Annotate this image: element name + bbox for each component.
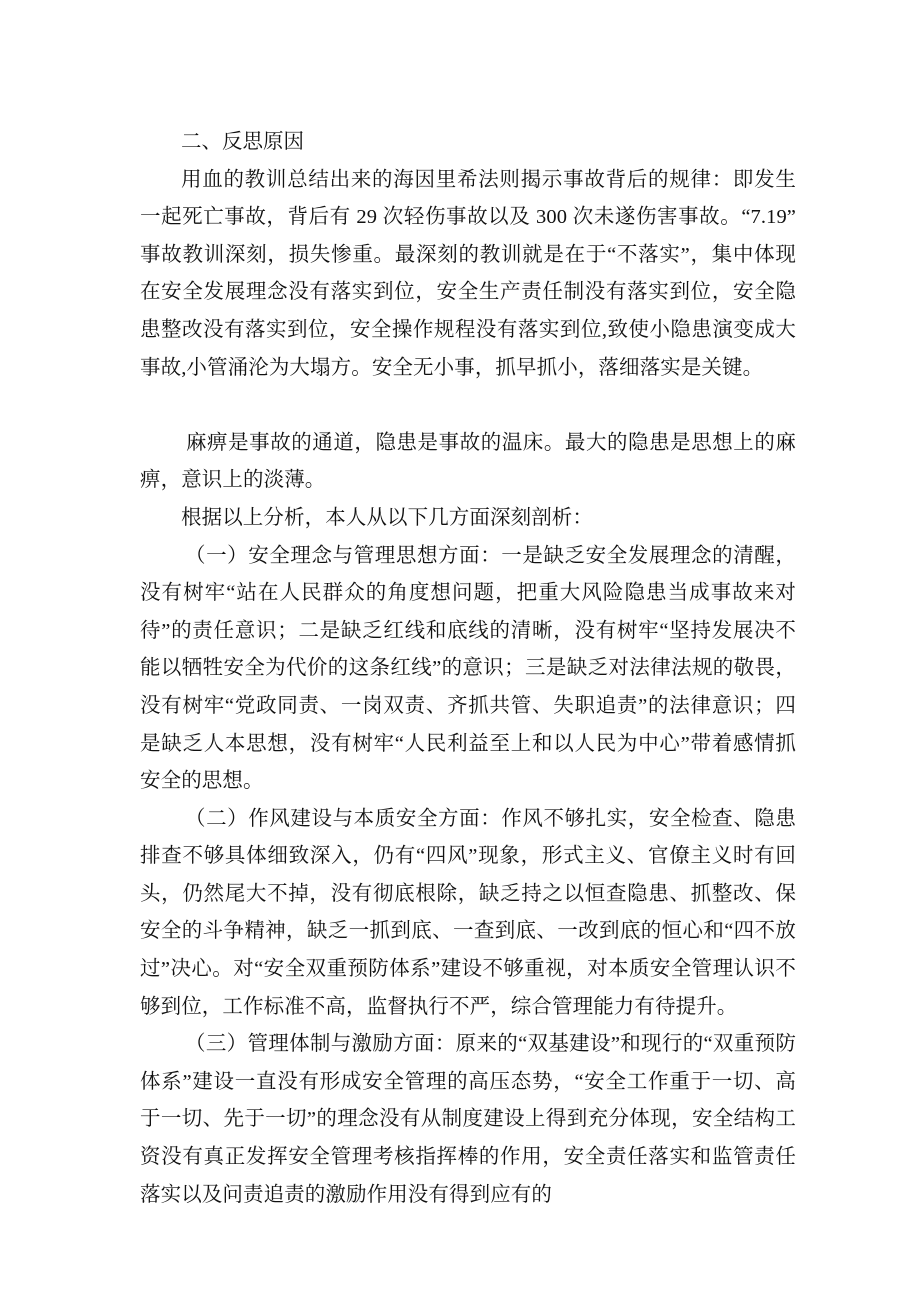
section-heading-reflection-causes: 二、反思原因: [181, 131, 304, 153]
paragraph-analysis-intro: 根据以上分析，本人从以下几方面深刻剖析：: [181, 506, 593, 529]
document-text-body: [140, 124, 796, 1214]
paragraph-heinrich-law: 用血的教训总结出来的海因里希法则揭示事故背后的规律：即发生一起死亡事故，背后有 29 次轻伤事故以及 300 次未遂伤害事故。“7.19”事故教训深刻，损失惨重。最深刻的教训就是在于“不落实”，集中体现在安全发展理念没有落实到位，安全生产责任制没有落实到位，安全隐患整改没有落实到位，安全操作规程没有落实到位,致使小隐患演变成大事故,小管涌沦为大塌方。安全无小事，抓早抓小，落细落实是关键。: [140, 168, 796, 379]
blank-spacer-line: [140, 387, 796, 425]
section-one-safety-concept: （一）安全理念与管理思想方面：一是缺乏安全发展理念的清醒，没有树牢“站在人民群众的角度想问题，把重大风险隐患当成事故来对待”的责任意识；二是缺乏红线和底线的清晰，没有树牢“坚持发展决不能以牺牲安全为代价的这条红线”的意识；三是缺乏对法律法规的敬畏，没有树牢“党政同责、一岗双责、齐抓共管、失职追责”的法律意识；四是缺乏人本思想，没有树牢“人民利益至上和以人民为中心”带着感情抓安全的思想。: [140, 544, 796, 793]
paragraph-paralysis-hidden-danger: 麻痹是事故的通道，隐患是事故的温床。最大的隐患是思想上的麻痹，意识上的淡薄。: [140, 431, 796, 492]
section-two-work-style: （二）作风建设与本质安全方面：作风不够扎实，安全检查、隐患排查不够具体细致深入，仍有“四风”现象，形式主义、官僚主义时有回头，仍然尾大不掉，没有彻底根除，缺乏持之以恒查隐患、抓整改、保安全的斗争精神，缺乏一抓到底、一查到底、一改到底的恒心和“四不放过”决心。对“安全双重预防体系”建设不够重视，对本质安全管理认识不够到位，工作标准不高，监督执行不严，综合管理能力有待提升。: [140, 807, 796, 1018]
section-three-management-system: （三）管理体制与激励方面：原来的“双基建设”和现行的“双重预防体系”建设一直没有形成安全管理的高压态势，“安全工作重于一切、高于一切、先于一切”的理念没有从制度建设上得到充分体现，安全结构工资没有真正发挥安全管理考核指挥棒的作用，安全责任落实和监管责任落实以及问责追责的激励作用没有得到应有的: [140, 1033, 796, 1206]
